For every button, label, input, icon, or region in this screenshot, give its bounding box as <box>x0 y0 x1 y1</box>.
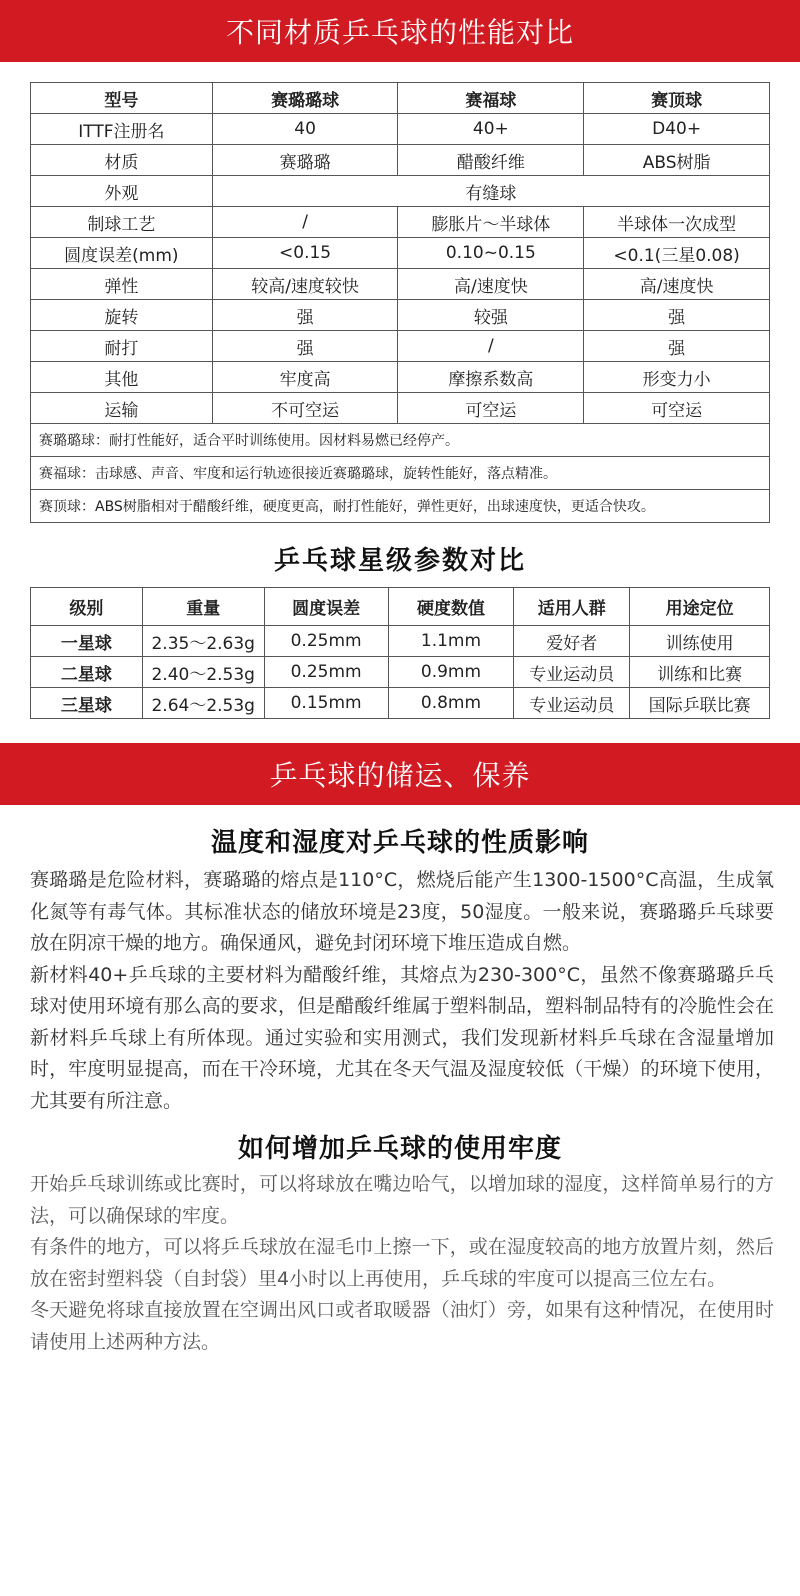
table-cell: 0.10~0.15 <box>398 238 584 269</box>
star-level-table <box>30 587 770 719</box>
table-row <box>31 207 770 238</box>
paragraph: 有条件的地方，可以将乒乓球放在湿毛巾上擦一下，或在湿度较高的地方放置片刻，然后放在密封塑料袋（自封袋）里4小时以上再使用，乒乓球的牢度可以提高三位左右。 <box>30 1236 774 1290</box>
table-row <box>31 688 770 719</box>
row-label: 运输 <box>31 393 213 424</box>
row-label: 耐打 <box>31 331 213 362</box>
table-row <box>31 626 770 657</box>
table-cell: 较高/速度较快 <box>212 269 398 300</box>
section-banner-performance: 不同材质乒乓球的性能对比 <box>0 0 800 62</box>
table-cell: 40 <box>212 114 398 145</box>
table-cell: 高/速度快 <box>398 269 584 300</box>
header-cell: 型号 <box>31 83 213 114</box>
paragraph: 开始乒乓球训练或比赛时，可以将球放在嘴边哈气，以增加球的湿度，这样简单易行的方法，可以确保球的牢度。 <box>30 1173 774 1227</box>
row-label: 制球工艺 <box>31 207 213 238</box>
table-cell: 强 <box>212 331 398 362</box>
material-comparison-table <box>30 82 770 523</box>
table-row <box>31 300 770 331</box>
header-cell: 级别 <box>31 588 143 626</box>
table-cell: <0.15 <box>212 238 398 269</box>
table-cell: 强 <box>584 331 770 362</box>
table-note-row <box>31 457 770 490</box>
header-cell: 赛璐璐球 <box>212 83 398 114</box>
table-cell: 可空运 <box>584 393 770 424</box>
table-cell: 2.40～2.53g <box>142 657 264 688</box>
table-cell: 不可空运 <box>212 393 398 424</box>
table-cell: 醋酸纤维 <box>398 145 584 176</box>
table-header-row <box>31 588 770 626</box>
table-cell: 0.8mm <box>388 688 514 719</box>
section-title-durability: 如何增加乒乓球的使用牢度 <box>237 1134 562 1164</box>
table-cell-merged: 有缝球 <box>212 176 769 207</box>
table-row <box>31 238 770 269</box>
section-body-durability <box>0 1169 800 1358</box>
header-cell: 适用人群 <box>514 588 630 626</box>
table-row <box>31 145 770 176</box>
paragraph: 新材料40+乒乓球的主要材料为醋酸纤维，其熔点为230-300°C，虽然不像赛璐璐乒乓球对使用环境有那么高的要求，但是醋酸纤维属于塑料制品，塑料制品特有的冷脆性会在新材料乒乓球上有所体现。通过实验和实用测式，我们发现新材料乒乓球在含湿量增加时，牢度明显提高，而在干冷环境，尤其在冬天气温及湿度较低（干燥）的环境下使用，尤其要有所注意。 <box>30 963 774 1112</box>
table-cell: ABS树脂 <box>584 145 770 176</box>
section-body-temperature-humidity <box>0 865 800 1117</box>
table-cell: 0.15mm <box>264 688 388 719</box>
table-cell: 2.35～2.63g <box>142 626 264 657</box>
paragraph: 冬天避免将球直接放置在空调出风口或者取暖器（油灯）旁，如果有这种情况，在使用时请使用上述两种方法。 <box>30 1299 774 1353</box>
table-cell: 强 <box>212 300 398 331</box>
table-row <box>31 176 770 207</box>
header-cell: 用途定位 <box>630 588 770 626</box>
row-label: 弹性 <box>31 269 213 300</box>
table-cell: 膨胀片～半球体 <box>398 207 584 238</box>
table-cell: 国际乒联比赛 <box>630 688 770 719</box>
star-level-title: 乒乓球星级参数对比 <box>273 546 526 576</box>
table-row <box>31 114 770 145</box>
header-cell: 硬度数值 <box>388 588 514 626</box>
table-cell: 摩擦系数高 <box>398 362 584 393</box>
row-label: 三星球 <box>31 688 143 719</box>
table-row <box>31 331 770 362</box>
section-banner-storage: 乒乓球的储运、保养 <box>0 743 800 805</box>
table-cell: 1.1mm <box>388 626 514 657</box>
table-row <box>31 362 770 393</box>
table-cell: 强 <box>584 300 770 331</box>
row-label: 旋转 <box>31 300 213 331</box>
note-celluloid: 赛璐璐球：耐打性能好，适合平时训练使用。因材料易燃已经停产。 <box>31 424 770 457</box>
row-label: 圆度误差(mm) <box>31 238 213 269</box>
table-cell: 赛璐璐 <box>212 145 398 176</box>
paragraph: 赛璐璐是危险材料，赛璐璐的熔点是110°C，燃烧后能产生1300-1500°C高温，生成氧化氮等有毒气体。其标准状态的储放环境是23度，50湿度。一般来说，赛璐璐乒乓球要放在阴凉干燥的地方。确保通风，避免封闭环境下堆压造成自燃。 <box>30 869 774 954</box>
row-label: 其他 <box>31 362 213 393</box>
table-cell: 较强 <box>398 300 584 331</box>
table-cell: 2.64～2.53g <box>142 688 264 719</box>
table-note-row <box>31 424 770 457</box>
table-row <box>31 393 770 424</box>
table-cell: 0.25mm <box>264 657 388 688</box>
table-note-row <box>31 490 770 523</box>
table-cell: 0.9mm <box>388 657 514 688</box>
row-label: ITTF注册名 <box>31 114 213 145</box>
table-cell: 专业运动员 <box>514 657 630 688</box>
table-cell: / <box>398 331 584 362</box>
table-cell: 半球体一次成型 <box>584 207 770 238</box>
table-row <box>31 657 770 688</box>
table-cell: 40+ <box>398 114 584 145</box>
table-cell: 可空运 <box>398 393 584 424</box>
table-cell: D40+ <box>584 114 770 145</box>
header-cell: 重量 <box>142 588 264 626</box>
note-abs: 赛顶球：ABS树脂相对于醋酸纤维，硬度更高，耐打性能好，弹性更好，出球速度快，更适合快攻。 <box>31 490 770 523</box>
table-cell: 训练使用 <box>630 626 770 657</box>
table-row <box>31 269 770 300</box>
table-header-row <box>31 83 770 114</box>
header-cell: 圆度误差 <box>264 588 388 626</box>
header-cell: 赛福球 <box>398 83 584 114</box>
table-cell: 高/速度快 <box>584 269 770 300</box>
note-acetate: 赛福球：击球感、声音、牢度和运行轨迹很接近赛璐璐球，旋转性能好，落点精准。 <box>31 457 770 490</box>
section-title-temperature-humidity: 温度和湿度对乒乓球的性质影响 <box>210 828 589 858</box>
table-cell: 爱好者 <box>514 626 630 657</box>
table-cell: 专业运动员 <box>514 688 630 719</box>
row-label: 材质 <box>31 145 213 176</box>
table-cell: 训练和比赛 <box>630 657 770 688</box>
table-cell: 0.25mm <box>264 626 388 657</box>
row-label: 二星球 <box>31 657 143 688</box>
table-cell: / <box>212 207 398 238</box>
table-cell: <0.1(三星0.08) <box>584 238 770 269</box>
table-cell: 牢度高 <box>212 362 398 393</box>
row-label: 外观 <box>31 176 213 207</box>
table-cell: 形变力小 <box>584 362 770 393</box>
row-label: 一星球 <box>31 626 143 657</box>
header-cell: 赛顶球 <box>584 83 770 114</box>
